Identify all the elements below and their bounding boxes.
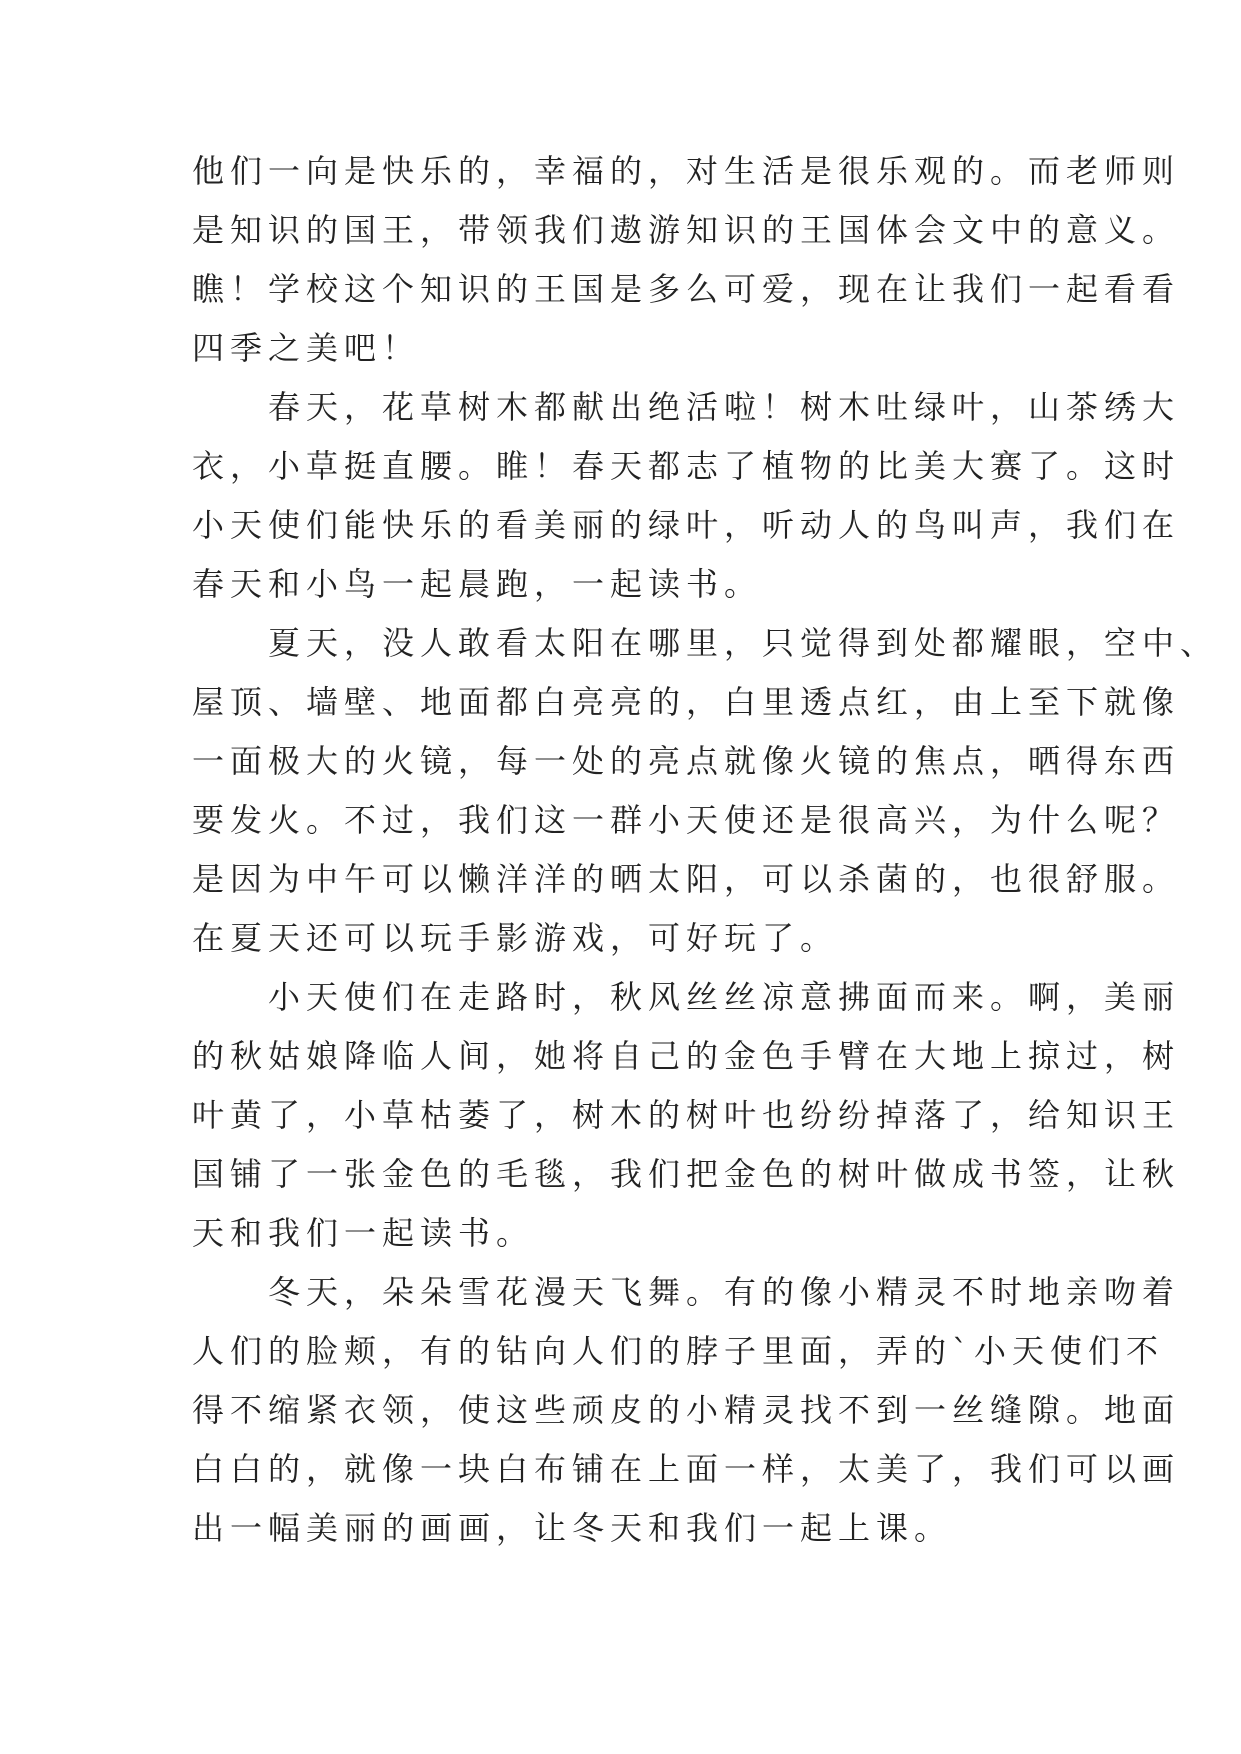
text-line: 他们一向是快乐的，幸福的，对生活是很乐观的。而老师则 [192, 152, 1181, 190]
text-line: 的秋姑娘降临人间，她将自己的金色手臂在大地上掠过，树 [192, 1037, 1181, 1075]
text-line: 小天使们能快乐的看美丽的绿叶，听动人的鸟叫声，我们在 [192, 506, 1181, 544]
text-line: 一面极大的火镜，每一处的亮点就像火镜的焦点，晒得东西 [192, 742, 1181, 780]
text-line: 叶黄了，小草枯萎了，树木的树叶也纷纷掉落了，给知识王 [192, 1096, 1181, 1134]
text-line: 衣，小草挺直腰。睢！春天都志了植物的比美大赛了。这时 [192, 447, 1181, 485]
text-line: 冬天，朵朵雪花漫天飞舞。有的像小精灵不时地亲吻着 [192, 1273, 1181, 1311]
text-line: 夏天，没人敢看太阳在哪里，只觉得到处都耀眼，空中、 [192, 624, 1219, 662]
text-line: 是因为中午可以懒洋洋的晒太阳，可以杀菌的，也很舒服。 [192, 860, 1181, 898]
text-line: 白白的，就像一块白布铺在上面一样，太美了，我们可以画 [192, 1450, 1181, 1488]
text-line: 春天，花草树木都献出绝活啦！树木吐绿叶，山茶绣大 [192, 388, 1181, 426]
text-line: 天和我们一起读书。 [192, 1214, 535, 1252]
text-line: 小天使们在走路时，秋风丝丝凉意拂面而来。啊，美丽 [192, 978, 1181, 1016]
text-line: 屋顶、墙壁、地面都白亮亮的，白里透点红，由上至下就像 [192, 683, 1181, 721]
text-line: 是知识的国王，带领我们遨游知识的王国体会文中的意义。 [192, 211, 1181, 249]
text-line: 人们的脸颊，有的钻向人们的脖子里面，弄的`小天使们不 [192, 1332, 1165, 1370]
text-line: 要发火。不过，我们这一群小天使还是很高兴，为什么呢？ [192, 801, 1181, 839]
text-line: 四季之美吧！ [192, 329, 421, 367]
text-line: 瞧！学校这个知识的王国是多么可爱，现在让我们一起看看 [192, 270, 1181, 308]
text-line: 国铺了一张金色的毛毯，我们把金色的树叶做成书签，让秋 [192, 1155, 1181, 1193]
text-line: 出一幅美丽的画画，让冬天和我们一起上课。 [192, 1509, 953, 1547]
document-body [192, 142, 1219, 1558]
text-line: 得不缩紧衣领，使这些顽皮的小精灵找不到一丝缝隙。地面 [192, 1391, 1181, 1429]
text-line: 在夏天还可以玩手影游戏，可好玩了。 [192, 919, 839, 957]
text-line: 春天和小鸟一起晨跑，一起读书。 [192, 565, 763, 603]
